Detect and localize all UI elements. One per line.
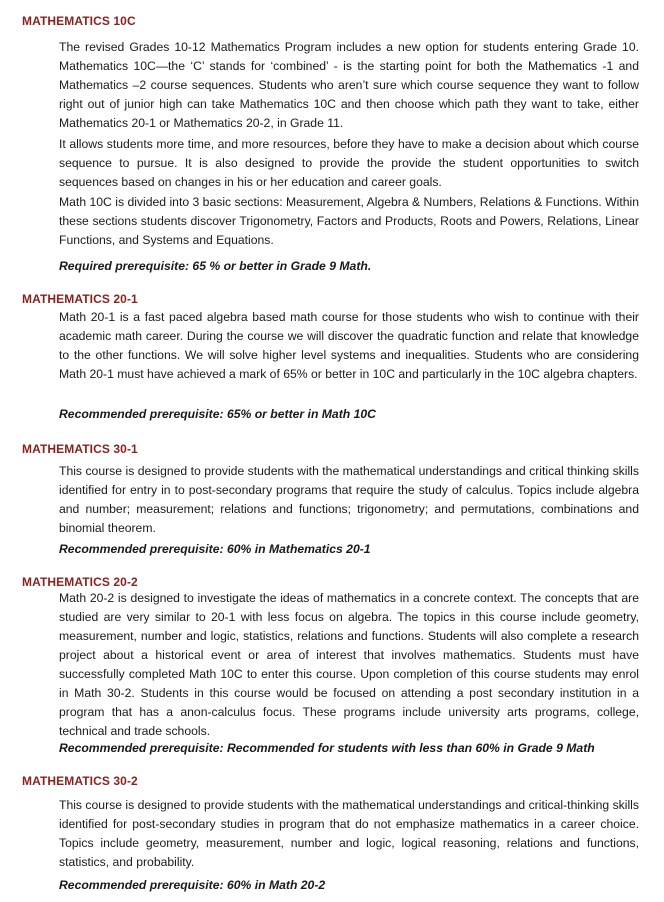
section-heading: MATHEMATICS 10C <box>22 14 136 28</box>
section-heading: MATHEMATICS 20-1 <box>22 292 138 306</box>
section-paragraph: Math 20-1 is a fast paced algebra based math course for those students who wish to continue with their academic math career. During the course we will discover the quadratic function and relate that knowledge to the other functions. We will solve higher level systems and inequalities. Students who are considering Math 20-1 must have achieved a mark of 65% or better in 10C and particularly in the 10C algebra chapters. <box>59 310 639 381</box>
section-paragraph: Math 10C is divided into 3 basic sections: Measurement, Algebra & Numbers, Relations & Functions. Within these sections students discover Trigonometry, Factors and Products, Roots and Powers, Relations, Linear Functions, and Systems and Equations. <box>59 195 639 247</box>
section-heading: MATHEMATICS 30-2 <box>22 774 138 788</box>
section-heading: MATHEMATICS 30-1 <box>22 442 138 456</box>
prerequisite-note: Recommended prerequisite: 60% in Math 20-2 <box>59 878 326 892</box>
section-paragraph: This course is designed to provide students with the mathematical understandings and critical thinking skills identified for entry in to post-secondary programs that require the study of calculus. Topics include algebra and number; measurement; relations and functions; trigonometry; and permutations, combinations and binomial theorem. <box>59 464 639 535</box>
prerequisite-note: Recommended prerequisite: Recommended for students with less than 60% in Grade 9 Math <box>59 741 595 755</box>
section-paragraph: The revised Grades 10-12 Mathematics Program includes a new option for students entering Grade 10. Mathematics 10C—the ‘C’ stands for ‘combined’ - is the starting point for both the Mathematics -1 and Mathematics –2 course sequences. Students who aren’t sure which course sequence they want to follow right out of junior high can take Mathematics 10C and then choose which path they want to take, either Mathematics 20-1 or Mathematics 20-2, in Grade 11. <box>59 40 639 130</box>
section-heading: MATHEMATICS 20-2 <box>22 575 138 589</box>
prerequisite-note: Recommended prerequisite: 65% or better in Math 10C <box>59 407 376 421</box>
prerequisite-note: Required prerequisite: 65 % or better in Grade 9 Math. <box>59 259 372 273</box>
prerequisite-note: Recommended prerequisite: 60% in Mathematics 20-1 <box>59 542 371 556</box>
section-paragraph: Math 20-2 is designed to investigate the ideas of mathematics in a concrete context. The concepts that are studied are very similar to 20-1 with less focus on algebra. The topics in this course include geometry, measurement, number and logic, statistics, relations and functions. Students will also complete a research project about a historical event or area of interest that involves mathematics. Students must have successfully completed Math 10C to enter this course. Upon completion of this course students may enrol in Math 30-2. Students in this course would be focused on attending a post secondary institution in a program that has a anon-calculus focus. These programs include university arts programs, college, technical and trade schools. <box>59 591 639 738</box>
section-paragraph: This course is designed to provide students with the mathematical understandings and critical-thinking skills identified for post-secondary studies in program that do not emphasize mathematics in a career choice. Topics include geometry, measurement, number and logic, logical reasoning, relations and functions, statistics, and probability. <box>59 798 639 869</box>
section-paragraph: It allows students more time, and more resources, before they have to make a decision about which course sequence to pursue. It is also designed to provide the provide the student opportunities to switch sequences based on changes in his or her education and career goals. <box>59 137 639 189</box>
